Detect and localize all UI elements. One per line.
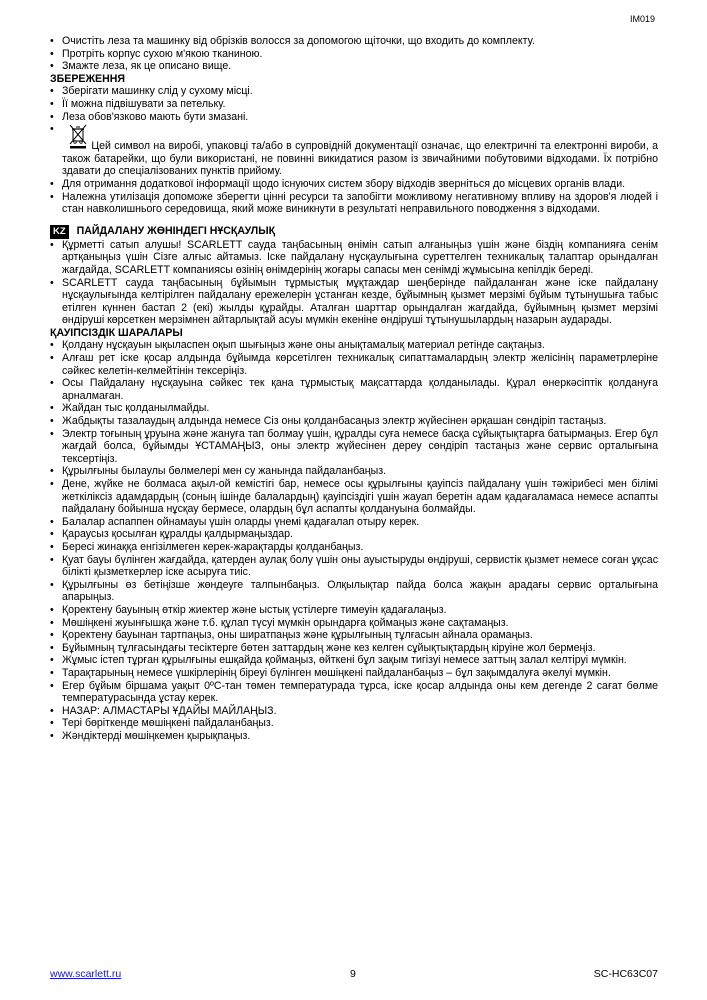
language-badge: KZ [50,225,69,239]
list-item: • Қоректену бауының өткір жиектер және ыстық үстілерге тимеуін қадағалаңыз. [50,604,658,617]
list-item: • НАЗАР: АЛМАСТАРЫ ҰДАЙЫ МАЙЛАҢЫЗ. [50,705,658,718]
list-item: • Протріть корпус сухою м'якою тканиною. [50,48,658,61]
list-item: • Терi бөріткенде мөшіңкені пайдаланбаңыз. [50,717,658,730]
model-number: SC-HC63C07 [593,968,658,980]
list-item: • Осы Пайдалану нұсқауына сәйкес тек қана тұрмыстық мақсаттарда қолданылады. Құрал өнеркәсіптік қолдануға арналмаған. [50,377,658,402]
list-item: • Қуат бауы бүлінген жағдайда, қатерден аулақ болу үшін оны ауыстыруды өндіруші, сервистік қызмет немесе соған ұқсас білікті қызметкерлер іске асыруға тиіс. [50,554,658,579]
list-item: • Құрылғыны былаулы бөлмелері мен су жанында пайдаланбаңыз. [50,465,658,478]
document-code: IM019 [629,14,655,24]
list-item: • Зберігати машинку слід у сухому місці. [50,85,658,98]
list-item: • Құрметті сатып алушы! SCARLETT сауда таңбасының өнімін сатып алғаныңыз үшін және біздің компанияға сенім артқаныңыз үшін Сізге алғыс айтамыз. Іске пайдалану нұсқаулығына суреттелген техникалық талаптар орындалған жағдайда, SCARLETT компаниясы өзінің өнімдерінің жоғары сапасы мен сенімді жұмысына кепілдік береді. [50,239,658,277]
list-item: • Қоректену бауынан тартпаңыз, оны ширатпаңыз және құрылғының тұлғасын айнала орамаңыз. [50,629,658,642]
list-item: • Балалар аспаппен ойнамауы үшін оларды үнемі қадағалап отыру керек. [50,516,658,529]
weee-text: Цей символ на виробі, упаковці та/або в супровідній документації означає, що електричні та електронні вироби, а також батарейки, що були використані, не повинні викидатися разом із звичайними побутовими відходами. Їх потрібно здавати до спеціалізованих пунктів прийому. [62,140,658,178]
list-item: • Қараусыз қосылған құралды қалдырмаңыздар. [50,528,658,541]
list-item: • Қолдану нұсқауын ықыласпен оқып шығыңыз және оны анықтамалық материал ретінде сақтаңыз. [50,339,658,352]
list-item: • Дене, жүйке не болмаса ақыл-ой кемістігі бар, немесе осы құрылғыны қауіпсіз пайдалану үшін тәжірибесі мен білімі жеткіліксіз адамдардың (соның ішінде балалардың) қауіпсіздігі үшін жауап беретін адам қадағаламаса немесе аспапты пайдалану бойынша нұсқау бермесе, олардың бұл аспапты қолдануына болмайды. [50,478,658,516]
list-item: • Жұмыс істеп тұрған құрылғыны ешқайда қоймаңыз, өйткені бұл зақым тигізуі немесе заттың залал келтіруі мүмкін. [50,654,658,667]
list-item: • Очистіть леза та машинку від обрізків волосся за допомогою щіточки, що входить до комплекту. [50,35,658,48]
list-item: • Жәндіктерді мөшіңкемен қырықпаңыз. [50,730,658,743]
page-number: 9 [350,968,356,980]
kz-safety-list [50,339,658,742]
list-item: • Алғаш рет іске қосар алдында бұйымда көрсетілген техникалық сипаттамалардың электр желісінің параметрлеріне сәйкес келетін-келмейтінін тексеріңіз. [50,352,658,377]
list-item: • Бұйымның тұлғасындағы тесіктерге бөтен заттардың және кез келген сұйықтықтардың кіруіне жол бермеңіз. [50,642,658,655]
list-item: • Змажте леза, як це описано вище. [50,60,658,73]
list-item: • Құрылғыны өз бетіңізше жөндеуге талпынбаңыз. Олқылықтар пайда болса жақын арадағы сервис орталығына апарыңыз. [50,579,658,604]
list-item: • Мөшіңкені жуынғышқа және т.б. құлап түсуі мүмкін орындарға қоймаңыз және сақтамаңыз. [50,617,658,630]
kz-section-title [50,225,658,239]
list-item: • Належна утилізація допоможе зберегти цінні ресурси та запобігти можливому негативному впливу на здоров'я людей і стан навколишнього середовища, який може виникнути в результаті неправильного поводження з відходами. [50,191,658,216]
safety-heading: ҚАУІПСІЗДІК ШАРАЛАРЫ [50,326,183,339]
weee-list-item [50,123,658,178]
list-item: • Егер бұйым біршама уақыт 0ºC-тан төмен температурада тұрса, іске қосар алдында оны кем дегенде 2 сағат бөлме температурасында ұстау керек. [50,680,658,705]
ua-care-list [50,35,658,73]
list-item: • Для отримання додаткової інформації щодо існуючих систем збору відходів зверніться до місцевих органів влади. [50,178,658,191]
ua-storage-list [50,85,658,123]
list-item: • Тарақтарының немесе үшкірлерінің біреуі бүлінген мөшіңкені пайдаланбаңыз – бұл зақымдалуға әкелуі мүмкін. [50,667,658,680]
list-item: • Бересі жинаққа енгізілмеген керек-жарақтарды қолданбаңыз. [50,541,658,554]
list-item: • SCARLETT сауда таңбасының бұйымын тұрмыстық мұқтаждар шеңберінде пайдаланған және іске пайдалану нұсқаулығында келтірілген пайдалану ережелерін ұстанған кезде, бұйымның қызмет мерзімі бұйым тұтынушыға табыс етілген күннен бастап 2 (екі) жылды құрайды. Аталған шарттар орындалған жағдайда, бұйымның қызмет мерзімі өндіруші көрсеткен мерзімнен айтарлықтай асуы мүмкін екеніне өндіруші тұтынушылардың назарын аударады. [50,277,658,327]
list-item: • Леза обов'язково мають бути змазані. [50,111,658,124]
storage-heading: ЗБЕРЕЖЕННЯ [50,72,126,85]
crossed-out-wheelie-bin-icon [68,123,88,149]
website-link[interactable]: www.scarlett.ru [50,968,122,980]
list-item: • Жабдықты тазалаудың алдында немесе Сіз оны қолданбасаңыз электр жүйесінен әрқашан сөндіріп тастаңыз. [50,415,658,428]
ua-weee-list [50,123,658,216]
list-item: • Її можна підвішувати за петельку. [50,98,658,111]
list-item: • Электр тоғының ұруына және жануға тап болмау үшін, құралды суға немесе басқа сұйықтықтарға батырмаңыз. Егер бұл жағдай болса, бұйымды ҰСТАМАҢЫЗ, оны электр жүйесінен дереу сөндіріп тастаңыз және сервис орталығына тексертіңіз. [50,428,658,466]
list-item: • Жайдан тыс қолданылмайды. [50,402,658,415]
kz-title-text: ПАЙДАЛАНУ ЖӨНІНДЕГІ НҰСҚАУЛЫҚ [76,225,276,238]
kz-intro-list [50,239,658,327]
page-content [50,35,658,742]
